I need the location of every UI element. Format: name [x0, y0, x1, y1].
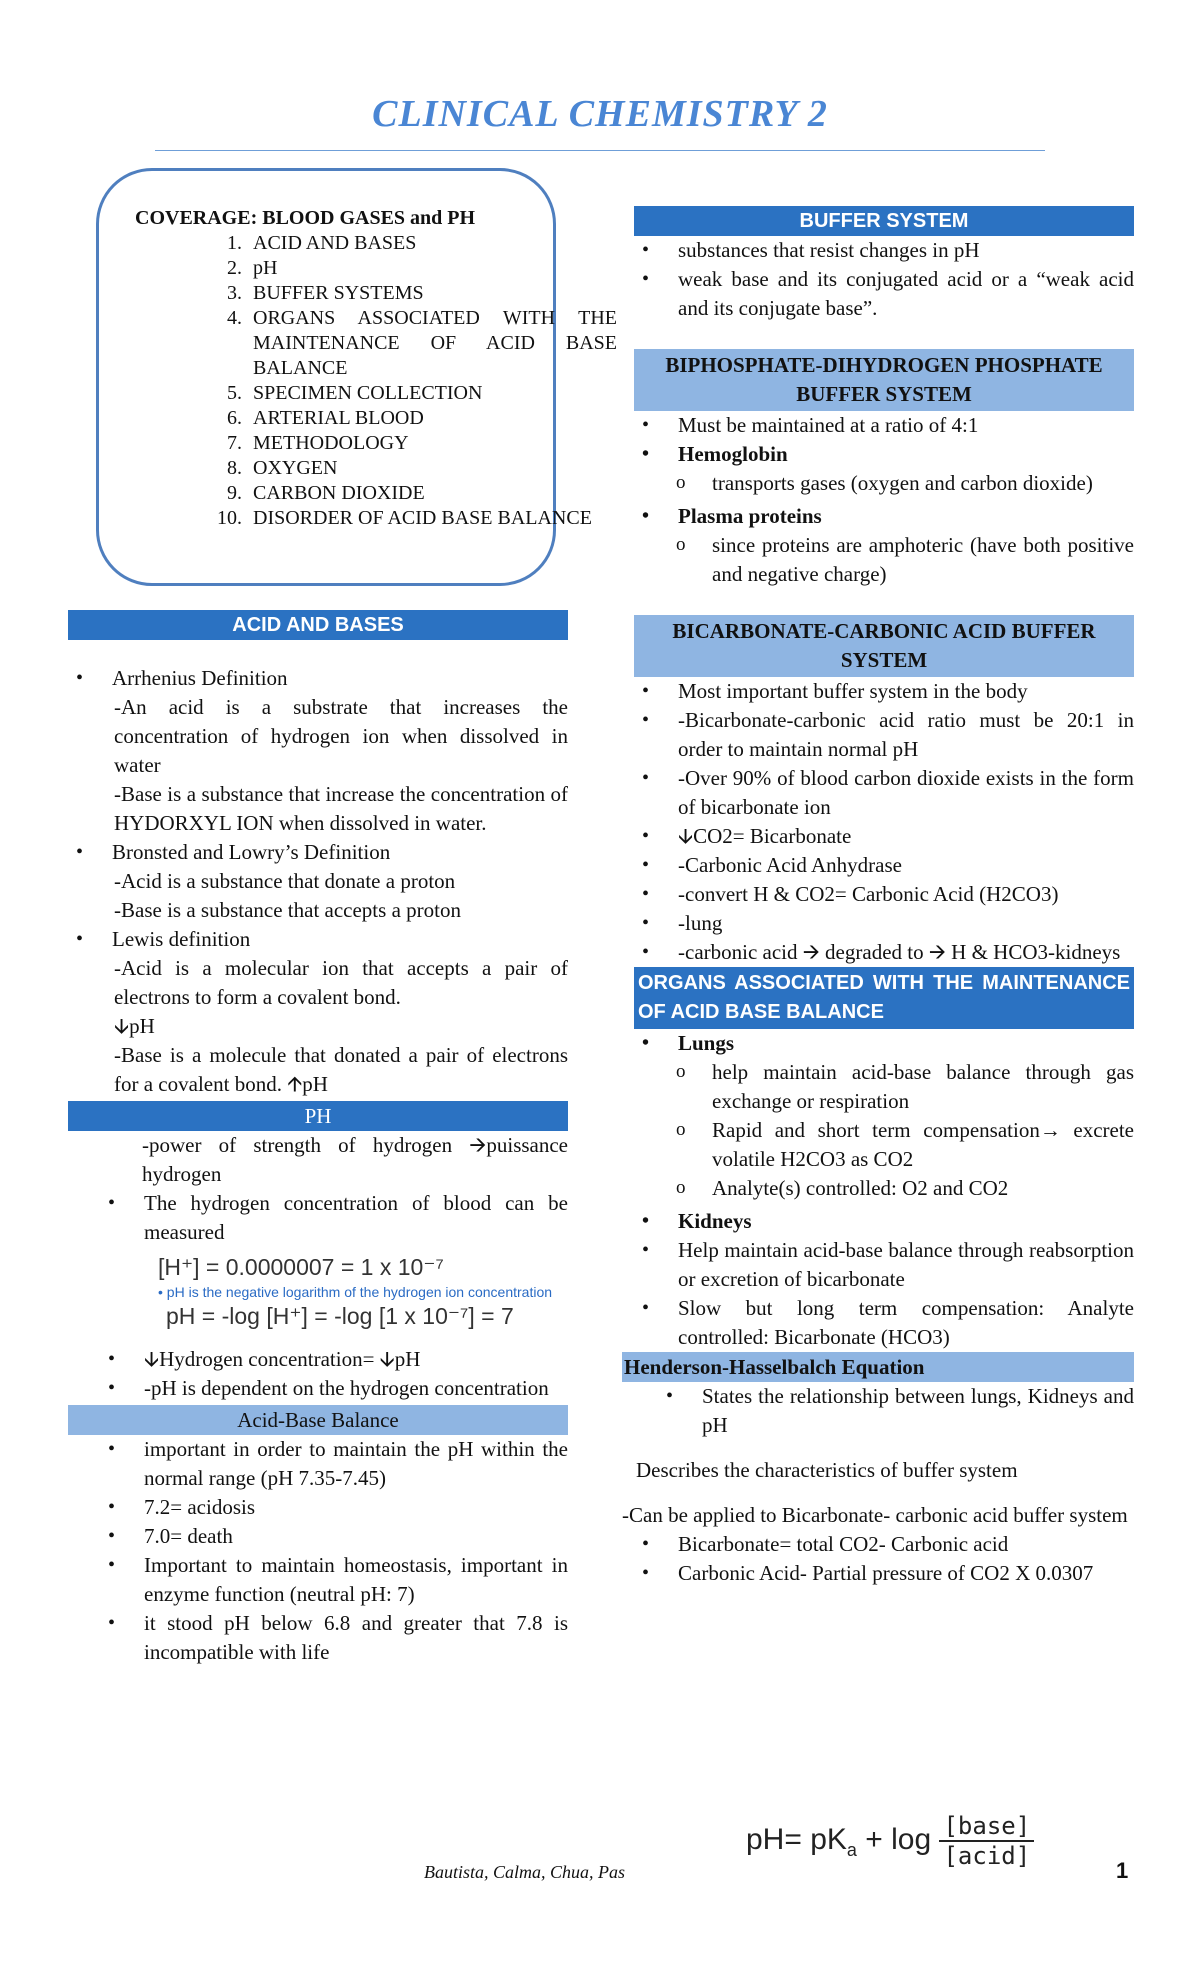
- footer-authors: Bautista, Calma, Chua, Pas: [424, 1862, 626, 1882]
- list-item: 10. DISORDER OF ACID BASE BALANCE: [247, 506, 617, 531]
- list-item: 2. pH: [247, 256, 617, 281]
- list-item: • 7.0= death: [100, 1522, 568, 1551]
- eq-sub: a: [846, 1839, 857, 1860]
- bronsted-acid: -Acid is a substance that donate a proton: [114, 869, 456, 893]
- section-heading-acid-bases: ACID AND BASES: [68, 610, 568, 640]
- list-item: 9. CARBON DIOXIDE: [247, 481, 617, 506]
- list-item: 8. OXYGEN: [247, 456, 617, 481]
- section-heading-ph: PH: [68, 1101, 568, 1131]
- list-item: o Rapid and short term compensation→ excrete volatile H2CO3 as CO2: [634, 1116, 1134, 1174]
- list-item: o help maintain acid-base balance through gas exchange or respiration: [634, 1058, 1134, 1116]
- henderson-equation: [746, 1812, 1034, 1870]
- list-item: • Hemoglobin: [634, 440, 1134, 469]
- list-item: • -Carbonic Acid Anhydrase: [634, 851, 1134, 880]
- list-item: • important in order to maintain the pH within the normal range (pH 7.35-7.45): [100, 1435, 568, 1493]
- henderson-describes: Describes the characteristics of buffer system: [636, 1458, 1018, 1482]
- list-item: • -Bicarbonate-carbonic acid ratio must be 20:1 in order to maintain normal pH: [634, 706, 1134, 764]
- eq-denominator: [acid]: [943, 1842, 1031, 1870]
- list-item: • Most important buffer system in the body: [634, 677, 1134, 706]
- list-item: o transports gases (oxygen and carbon dioxide): [634, 469, 1134, 498]
- list-item: • Must be maintained at a ratio of 4:1: [634, 411, 1134, 440]
- bronsted-base: -Base is a substance that accepts a proton: [114, 898, 461, 922]
- list-item: • Bicarbonate= total CO2- Carbonic acid: [634, 1530, 1134, 1559]
- section-heading-biphosphate: BIPHOSPHATE-DIHYDROGEN PHOSPHATE BUFFER SYSTEM: [634, 349, 1134, 411]
- list-item: o since proteins are amphoteric (have both positive and negative charge): [634, 531, 1134, 589]
- coverage-box: [96, 168, 617, 586]
- list-item: • 🡫Hydrogen concentration= 🡫pH: [100, 1345, 568, 1374]
- section-heading-buffer-system: BUFFER SYSTEM: [634, 206, 1134, 236]
- list-item: • 🡫CO2= Bicarbonate: [634, 822, 1134, 851]
- eq-numerator: [base]: [939, 1812, 1034, 1842]
- list-item: • -Over 90% of blood carbon dioxide exists in the form of bicarbonate ion: [634, 764, 1134, 822]
- list-item: • States the relationship between lungs, Kidneys and pH: [658, 1382, 1134, 1440]
- coverage-heading: COVERAGE: BLOOD GASES and PH: [135, 207, 476, 229]
- list-item: o Analyte(s) controlled: O2 and CO2: [634, 1174, 1134, 1203]
- eq-log: + log: [856, 1822, 940, 1856]
- page-number: 1: [1116, 1858, 1129, 1883]
- list-item: • Kidneys: [634, 1207, 1134, 1236]
- list-item: • Lungs: [634, 1029, 1134, 1058]
- ph-power: -power of strength of hydrogen 🡪puissance hydrogen: [142, 1133, 568, 1186]
- list-item: 3. BUFFER SYSTEMS: [247, 281, 617, 306]
- list-item: 4. ORGANS ASSOCIATED WITH THE MAINTENANCE OF ACID BASE BALANCE: [247, 306, 617, 381]
- eq-fraction: [939, 1812, 1034, 1870]
- section-heading-bicarbonate: BICARBONATE-CARBONIC ACID BUFFER SYSTEM: [634, 615, 1134, 677]
- list-item: • Plasma proteins: [634, 502, 1134, 531]
- list-item: • The hydrogen concentration of blood can be measured: [100, 1189, 568, 1247]
- page-title: CLINICAL CHEMISTRY 2: [372, 93, 828, 135]
- list-item: • substances that resist changes in pH: [634, 236, 1134, 265]
- title-divider: [155, 150, 1045, 151]
- list-item: • -pH is dependent on the hydrogen concentration: [100, 1374, 568, 1403]
- list-item: 6. ARTERIAL BLOOD: [247, 406, 617, 431]
- right-column: [622, 206, 1134, 1588]
- list-item: • Slow but long term compensation: Analyte controlled: Bicarbonate (HCO3): [634, 1294, 1134, 1352]
- section-heading-henderson: Henderson-Hasselbalch Equation: [622, 1352, 1134, 1382]
- eq-left: pH= pK: [746, 1822, 847, 1856]
- list-item: • -convert H & CO2= Carbonic Acid (H2CO3): [634, 880, 1134, 909]
- formula-note: pH is the negative logarithm of the hydrogen ion concentration: [166, 1284, 553, 1300]
- list-item: • -carbonic acid 🡪 degraded to 🡪 H & HCO3-kidneys: [634, 938, 1134, 967]
- coverage-list: [161, 231, 617, 531]
- formula-h: [H⁺] = 0.0000007 = 1 x 10⁻⁷: [158, 1254, 444, 1280]
- formula-ph: pH = -log [H⁺] = -log [1 x 10⁻⁷] = 7: [166, 1303, 514, 1329]
- list-item: • -lung: [634, 909, 1134, 938]
- list-item: • weak base and its conjugated acid or a “weak acid and its conjugate base”.: [634, 265, 1134, 323]
- lewis-acid: -Acid is a molecular ion that accepts a pair of electrons to form a covalent bond.: [114, 956, 568, 1009]
- section-heading-organs: ORGANS ASSOCIATED WITH THE MAINTENANCE OF ACID BASE BALANCE: [634, 967, 1134, 1029]
- list-item: • Carbonic Acid- Partial pressure of CO2 X 0.0307: [634, 1559, 1134, 1588]
- arrhenius-base: -Base is a substance that increase the concentration of HYDORXYL ION when dissolved in water.: [114, 782, 568, 835]
- list-item: • Lewis definition: [68, 925, 568, 954]
- list-item: • Arrhenius Definition: [68, 664, 568, 693]
- arrhenius-acid: -An acid is a substrate that increases the concentration of hydrogen ion when dissolved in water: [114, 695, 568, 777]
- left-column: [68, 610, 568, 1667]
- lewis-acid-ph: 🡫pH: [114, 1014, 155, 1038]
- list-item: • it stood pH below 6.8 and greater that 7.8 is incompatible with life: [100, 1609, 568, 1667]
- list-item: • Important to maintain homeostasis, important in enzyme function (neutral pH: 7): [100, 1551, 568, 1609]
- list-item: 7. METHODOLOGY: [247, 431, 617, 456]
- list-item: 5. SPECIMEN COLLECTION: [247, 381, 617, 406]
- list-item: • 7.2= acidosis: [100, 1493, 568, 1522]
- henderson-applied: -Can be applied to Bicarbonate- carbonic acid buffer system: [622, 1503, 1128, 1527]
- list-item: • Bronsted and Lowry’s Definition: [68, 838, 568, 867]
- lewis-base: -Base is a molecule that donated a pair of electrons for a covalent bond. 🡩pH: [114, 1043, 568, 1096]
- list-item: 1. ACID AND BASES: [247, 231, 617, 256]
- section-heading-acid-base-balance: Acid-Base Balance: [68, 1405, 568, 1435]
- list-item: • Help maintain acid-base balance through reabsorption or excretion of bicarbonate: [634, 1236, 1134, 1294]
- ph-formula: [H⁺] = 0.0000007 = 1 x 10⁻⁷ • pH is the negative logarithm of the hydrogen ion concentration pH = -log [H⁺] = -log [1 x 10⁻⁷] = 7: [68, 1253, 568, 1331]
